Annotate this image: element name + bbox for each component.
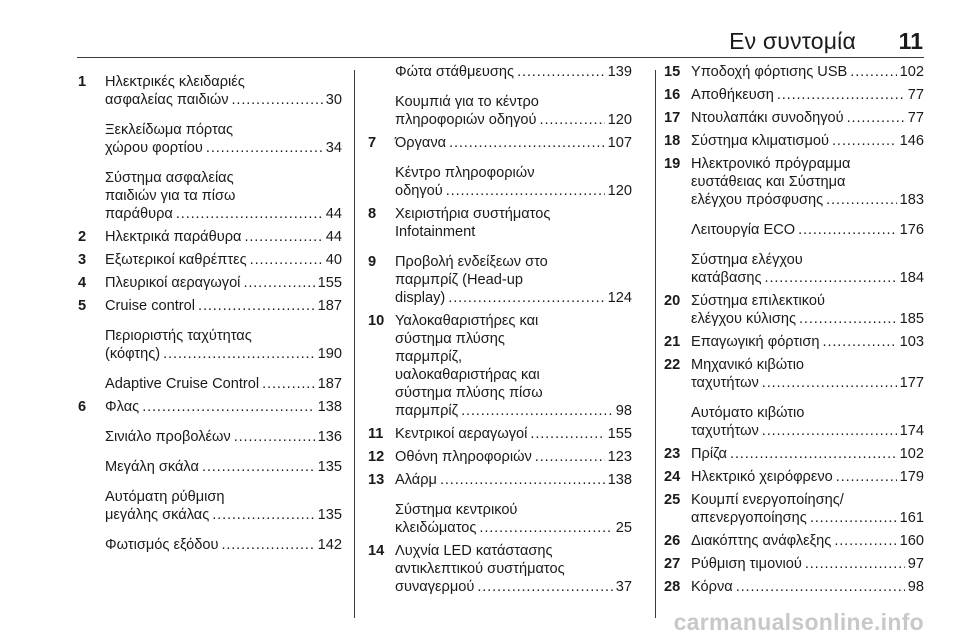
entry-number: 19 <box>664 156 681 172</box>
index-entry[interactable] <box>368 205 632 241</box>
entry-text: σύστημα πλύσης πίσω <box>395 385 543 401</box>
index-entry[interactable] <box>78 73 342 109</box>
entry-text: Αλάρμ <box>395 472 437 488</box>
entry-text: Αυτόματη ρύθμιση <box>105 489 225 505</box>
entry-text: Ντουλαπάκι συνοδηγού <box>691 110 844 126</box>
entry-text: Προβολή ενδείξεων στο <box>395 254 548 270</box>
page-reference[interactable]: 161 <box>899 510 924 526</box>
dot-leader <box>765 269 897 287</box>
entry-text: Σύστημα ελέγχου <box>691 252 803 268</box>
dot-leader <box>448 289 604 307</box>
dot-leader <box>850 63 896 81</box>
entry-text: display) <box>395 290 446 306</box>
entry-text: μεγάλης σκάλας <box>105 507 210 523</box>
entry-text: Cruise control <box>105 298 196 314</box>
header-rule <box>77 57 924 58</box>
index-entry[interactable] <box>78 297 342 315</box>
page-reference[interactable]: 185 <box>899 311 924 327</box>
entry-number: 22 <box>664 357 681 373</box>
watermark: carmanualsonline.info <box>673 609 924 635</box>
entry-text: Adaptive Cruise Control <box>105 376 260 392</box>
dot-leader <box>834 532 896 550</box>
index-entry[interactable] <box>664 86 924 104</box>
entry-text: Σύστημα ασφαλείας <box>105 170 234 186</box>
entry-text: ταχυτήτων <box>691 423 759 439</box>
page-reference[interactable]: 187 <box>317 298 342 314</box>
page-reference[interactable]: 98 <box>615 403 632 419</box>
entry-text: παρμπρίζ <box>395 403 459 419</box>
entry-number: 6 <box>78 399 87 415</box>
dot-leader <box>535 448 605 466</box>
index-column-2 <box>368 63 632 596</box>
entry-number: 20 <box>664 293 681 309</box>
index-entry[interactable] <box>78 375 342 393</box>
page-reference[interactable]: 177 <box>899 375 924 391</box>
entry-text: Κέντρο πληροφοριών <box>395 165 535 181</box>
dot-leader <box>202 458 315 476</box>
index-entry[interactable] <box>78 398 342 416</box>
entry-text: Πλευρικοί αεραγωγοί <box>105 275 241 291</box>
index-column-3 <box>664 63 924 596</box>
dot-leader <box>798 221 897 239</box>
entry-text: απενεργοποίησης <box>691 510 807 526</box>
page-reference[interactable]: 77 <box>907 110 924 126</box>
entry-text: Υαλοκαθαριστήρες και <box>395 313 539 329</box>
entry-number: 21 <box>664 334 681 350</box>
entry-text: συναγερμού <box>395 579 475 595</box>
entry-text: Infotainment <box>395 224 476 240</box>
dot-leader <box>244 228 322 246</box>
index-entry[interactable] <box>368 93 632 129</box>
entry-text: Επαγωγική φόρτιση <box>691 334 820 350</box>
page-reference[interactable]: 139 <box>607 64 632 80</box>
entry-text: Κουμπιά για το κέντρο <box>395 94 539 110</box>
entry-number: 27 <box>664 556 681 572</box>
entry-text: οδηγού <box>395 183 443 199</box>
index-entry[interactable] <box>368 134 632 152</box>
index-entry[interactable] <box>368 501 632 537</box>
entry-text: Ηλεκτρονικό πρόγραμμα <box>691 156 851 172</box>
dot-leader <box>243 274 314 292</box>
entry-text: Μεγάλη σκάλα <box>105 459 199 475</box>
entry-number: 23 <box>664 446 681 462</box>
entry-text: Ηλεκτρικά παράθυρα <box>105 229 242 245</box>
page-reference[interactable]: 183 <box>899 192 924 208</box>
entry-number: 3 <box>78 252 87 268</box>
entry-number: 28 <box>664 579 681 595</box>
page-reference[interactable]: 97 <box>907 556 924 572</box>
index-entry[interactable] <box>368 253 632 307</box>
entry-text: Οθόνη πληροφοριών <box>395 449 532 465</box>
entry-text: Αυτόματο κιβώτιο <box>691 405 805 421</box>
entry-text: Μηχανικό κιβώτιο <box>691 357 805 373</box>
index-entry[interactable] <box>664 63 924 81</box>
page-reference[interactable]: 77 <box>907 87 924 103</box>
page-reference[interactable]: 103 <box>899 334 924 350</box>
page-reference[interactable]: 174 <box>899 423 924 439</box>
index-entry[interactable] <box>664 292 924 328</box>
page-reference[interactable]: 138 <box>607 472 632 488</box>
entry-text: Σύστημα επιλεκτικού <box>691 293 825 309</box>
index-entry[interactable] <box>368 448 632 466</box>
entry-text: Διακόπτης ανάφλεξης <box>691 533 832 549</box>
dot-leader <box>517 63 605 81</box>
page-reference[interactable]: 124 <box>607 290 632 306</box>
entry-number: 1 <box>78 74 87 90</box>
dot-leader <box>142 398 314 416</box>
index-entry[interactable] <box>664 532 924 550</box>
dot-leader <box>262 375 315 393</box>
dot-leader <box>805 555 905 573</box>
page-reference[interactable]: 34 <box>325 140 342 156</box>
entry-text: Φώτα στάθμευσης <box>395 64 515 80</box>
entry-text: Πρίζα <box>691 446 727 462</box>
page-reference[interactable]: 160 <box>899 533 924 549</box>
entry-text: Ηλεκτρικό χειρόφρενο <box>691 469 833 485</box>
index-entry[interactable] <box>664 445 924 463</box>
index-entry[interactable] <box>664 155 924 209</box>
entry-text: ελέγχου κύλισης <box>691 311 796 327</box>
entry-number: 11 <box>368 426 384 442</box>
page-reference[interactable]: 120 <box>607 112 632 128</box>
index-entry[interactable] <box>664 491 924 527</box>
page-reference[interactable]: 176 <box>899 222 924 238</box>
index-entry[interactable] <box>368 542 632 596</box>
page-reference[interactable]: 98 <box>907 579 924 595</box>
dot-leader <box>234 428 315 446</box>
entry-text: Σύστημα κεντρικού <box>395 502 518 518</box>
dot-leader <box>250 251 323 269</box>
dot-leader <box>799 310 897 328</box>
page-reference[interactable]: 102 <box>899 64 924 80</box>
dot-leader <box>198 297 315 315</box>
dot-leader <box>810 509 897 527</box>
entry-number: 5 <box>78 298 87 314</box>
page-reference[interactable]: 146 <box>899 133 924 149</box>
entry-text: Κουμπί ενεργοποίησης/ <box>691 492 844 508</box>
index-entry[interactable] <box>664 221 924 239</box>
entry-number: 7 <box>368 135 377 151</box>
entry-text: Φλας <box>105 399 140 415</box>
entry-text: Ηλεκτρικές κλειδαριές <box>105 74 245 90</box>
entry-text: ελέγχου πρόσφυσης <box>691 192 824 208</box>
dot-leader <box>823 333 897 351</box>
entry-text: ταχυτήτων <box>691 375 759 391</box>
index-entry[interactable] <box>78 428 342 446</box>
index-entry[interactable] <box>368 471 632 489</box>
dot-leader <box>762 374 897 392</box>
entry-text: κλειδώματος <box>395 520 477 536</box>
entry-number: 12 <box>368 449 385 465</box>
entry-number: 17 <box>664 110 681 126</box>
dot-leader <box>777 86 905 104</box>
entry-text: Λυχνία LED κατάστασης <box>395 543 553 559</box>
dot-leader <box>730 445 897 463</box>
index-entry[interactable] <box>78 228 342 246</box>
entry-text: παρμπρίζ (Head-up <box>395 272 523 288</box>
index-entry[interactable] <box>78 251 342 269</box>
entry-number: 24 <box>664 469 681 485</box>
entry-text: παρμπρίζ, <box>395 349 463 365</box>
page-number: 11 <box>898 28 923 54</box>
page-reference[interactable]: 25 <box>615 520 632 536</box>
entry-number: 2 <box>78 229 87 245</box>
entry-number: 10 <box>368 313 385 329</box>
entry-text: πληροφοριών οδηγού <box>395 112 537 128</box>
column-divider <box>655 70 656 618</box>
entry-number: 8 <box>368 206 377 222</box>
dot-leader <box>847 109 905 127</box>
entry-text: Εξωτερικοί καθρέπτες <box>105 252 247 268</box>
index-entry[interactable] <box>664 251 924 287</box>
entry-text: Ρύθμιση τιμονιού <box>691 556 802 572</box>
page-reference[interactable]: 184 <box>899 270 924 286</box>
entry-text: Κεντρικοί αεραγωγοί <box>395 426 528 442</box>
dot-leader <box>440 471 605 489</box>
index-entry[interactable] <box>664 109 924 127</box>
page-reference[interactable]: 187 <box>317 376 342 392</box>
dot-leader <box>477 578 612 596</box>
entry-text: Αποθήκευση <box>691 87 774 103</box>
entry-number: 18 <box>664 133 681 149</box>
entry-number: 13 <box>368 472 385 488</box>
index-entry[interactable] <box>664 555 924 573</box>
page-reference[interactable]: 155 <box>607 426 632 442</box>
index-entry[interactable] <box>664 333 924 351</box>
entry-text: ασφαλείας παιδιών <box>105 92 229 108</box>
dot-leader <box>232 91 323 109</box>
page-reference[interactable]: 179 <box>899 469 924 485</box>
page-reference[interactable]: 155 <box>317 275 342 291</box>
dot-leader <box>762 422 897 440</box>
page-reference[interactable]: 123 <box>607 449 632 465</box>
page-reference[interactable]: 107 <box>607 135 632 151</box>
dot-leader <box>176 205 323 223</box>
entry-text: παιδιών για τα πίσω <box>105 188 236 204</box>
index-entry[interactable] <box>368 63 632 81</box>
index-entry[interactable] <box>368 164 632 200</box>
page-reference[interactable]: 44 <box>325 206 342 222</box>
index-entry[interactable] <box>368 312 632 420</box>
dot-leader <box>212 506 314 524</box>
entry-text: Λειτουργία ECO <box>691 222 796 238</box>
entry-text: (κόφτης) <box>105 346 161 362</box>
entry-text: Κόρνα <box>691 579 733 595</box>
dot-leader <box>449 134 605 152</box>
entry-text: ευστάθειας και Σύστημα <box>691 174 846 190</box>
index-entry[interactable] <box>78 536 342 554</box>
page-reference[interactable]: 37 <box>615 579 632 595</box>
entry-number: 16 <box>664 87 681 103</box>
entry-number: 9 <box>368 254 377 270</box>
entry-text: αντικλεπτικού συστήματος <box>395 561 565 577</box>
index-entry[interactable] <box>664 132 924 150</box>
page-reference[interactable]: 135 <box>317 507 342 523</box>
entry-text: Όργανα <box>395 135 447 151</box>
page-reference[interactable]: 136 <box>317 429 342 445</box>
dot-leader <box>530 425 604 443</box>
page-reference[interactable]: 40 <box>325 252 342 268</box>
dot-leader <box>206 139 323 157</box>
page-reference[interactable]: 138 <box>317 399 342 415</box>
entry-number: 4 <box>78 275 87 291</box>
page-reference[interactable]: 120 <box>607 183 632 199</box>
index-entry[interactable] <box>664 578 924 596</box>
entry-text: Σινιάλο προβολέων <box>105 429 231 445</box>
page-reference[interactable]: 102 <box>899 446 924 462</box>
page-reference[interactable]: 135 <box>317 459 342 475</box>
entry-text: Περιοριστής ταχύτητας <box>105 328 252 344</box>
dot-leader <box>461 402 613 420</box>
entry-text: Χειριστήρια συστήματος <box>395 206 551 222</box>
index-entry[interactable] <box>368 425 632 443</box>
dot-leader <box>826 191 897 209</box>
entry-text: χώρου φορτίου <box>105 140 203 156</box>
entry-number: 14 <box>368 543 385 559</box>
dot-leader <box>163 345 315 363</box>
index-entry[interactable] <box>78 488 342 524</box>
page-reference[interactable]: 142 <box>317 537 342 553</box>
entry-text: Σύστημα κλιματισμού <box>691 133 829 149</box>
page-title: Εν συντομία <box>729 28 856 54</box>
dot-leader <box>446 182 605 200</box>
index-entry[interactable] <box>664 356 924 392</box>
index-entry[interactable] <box>78 274 342 292</box>
column-divider <box>354 70 355 618</box>
dot-leader <box>836 468 897 486</box>
page-header <box>0 0 960 58</box>
entry-text: σύστημα πλύσης <box>395 331 505 347</box>
entry-text: κατάβασης <box>691 270 762 286</box>
dot-leader <box>736 578 905 596</box>
index-entry[interactable] <box>78 458 342 476</box>
entry-text: παράθυρα <box>105 206 173 222</box>
dot-leader <box>479 519 612 537</box>
page-reference[interactable]: 190 <box>317 346 342 362</box>
entry-text: Υποδοχή φόρτισης USB <box>691 64 848 80</box>
index-entry[interactable] <box>78 169 342 223</box>
page-reference[interactable]: 44 <box>325 229 342 245</box>
entry-text: Φωτισμός εξόδου <box>105 537 219 553</box>
index-entry[interactable] <box>78 121 342 157</box>
entry-text: υαλοκαθαριστήρας και <box>395 367 540 383</box>
index-entry[interactable] <box>664 404 924 440</box>
index-column-1 <box>78 63 342 554</box>
page-reference[interactable]: 30 <box>325 92 342 108</box>
entry-number: 15 <box>664 64 681 80</box>
entry-number: 25 <box>664 492 681 508</box>
index-entry[interactable] <box>664 468 924 486</box>
dot-leader <box>540 111 605 129</box>
entry-text: Ξεκλείδωμα πόρτας <box>105 122 234 138</box>
index-entry[interactable] <box>78 327 342 363</box>
dot-leader <box>832 132 897 150</box>
dot-leader <box>221 536 314 554</box>
entry-number: 26 <box>664 533 681 549</box>
